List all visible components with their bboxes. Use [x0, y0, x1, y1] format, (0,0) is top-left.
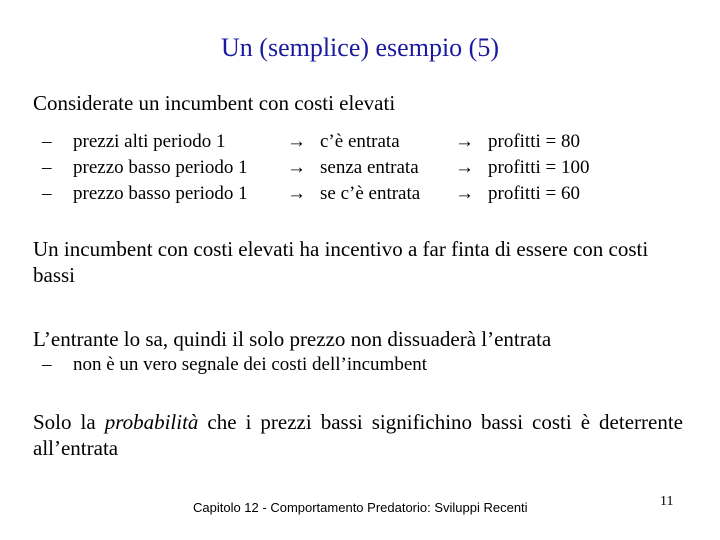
arrow-right-icon: → [455, 183, 474, 204]
scenario-row [33, 130, 653, 154]
subitem-text: non è un vero segnale dei costi dell’incumbent [73, 354, 428, 375]
bullet-dash: – [42, 131, 52, 152]
scenario-price: prezzo basso periodo 1 [73, 157, 248, 178]
arrow-right-icon: → [287, 183, 306, 204]
arrow-right-icon: → [455, 157, 474, 178]
scenario-price: prezzi alti periodo 1 [73, 131, 226, 152]
paragraph-4-emphasis: probabilità [104, 410, 199, 434]
scenario-profit: profitti = 100 [488, 157, 590, 178]
arrow-right-icon: → [287, 157, 306, 178]
scenario-entry: se c’è entrata [320, 183, 421, 204]
slide-title: Un (semplice) esempio (5) [221, 33, 499, 62]
paragraph-4-end: che i prezzi bassi significhino bassi costi è deterrente all’entrata [33, 410, 683, 460]
arrow-right-icon: → [455, 131, 474, 152]
paragraph-4-start: Solo la [33, 410, 105, 434]
arrow-right-icon: → [287, 131, 306, 152]
scenario-profit: profitti = 60 [488, 183, 580, 204]
bullet-dash: – [42, 354, 52, 375]
scenario-row [33, 156, 653, 180]
scenario-row [33, 182, 653, 206]
paragraph-2: Un incumbent con costi elevati ha incentivo a far finta di essere con costi bassi [33, 237, 649, 287]
paragraph-4 [33, 409, 683, 461]
footer-text: Capitolo 12 - Comportamento Predatorio: Sviluppi Recenti [193, 500, 528, 515]
paragraph-1: Considerate un incumbent con costi elevati [33, 91, 396, 115]
paragraph-3: L’entrante lo sa, quindi il solo prezzo non dissuaderà l’entrata [33, 327, 552, 351]
scenario-price: prezzo basso periodo 1 [73, 183, 248, 204]
page-number: 11 [660, 494, 674, 509]
bullet-dash: – [42, 183, 52, 204]
bullet-dash: – [42, 157, 52, 178]
scenario-entry: c’è entrata [320, 131, 400, 152]
scenario-list [33, 130, 673, 210]
scenario-entry: senza entrata [320, 157, 419, 178]
scenario-profit: profitti = 80 [488, 131, 580, 152]
paragraph-3-subitem [33, 353, 653, 377]
